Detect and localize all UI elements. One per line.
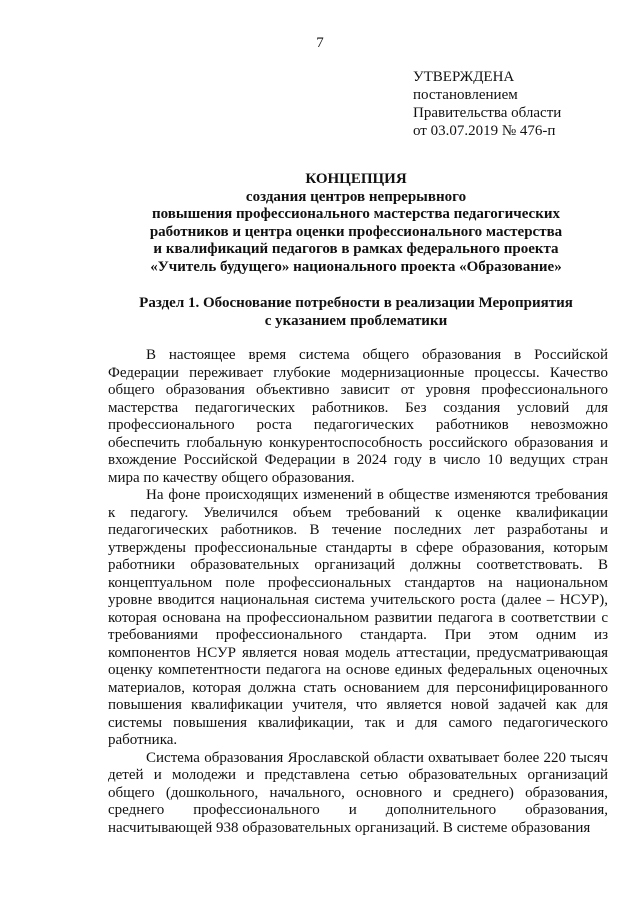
approval-line: от 03.07.2019 № 476-п [413, 123, 556, 139]
paragraph: Система образования Ярославской области охватывает более 220 тысяч детей и молодежи и представлена сетью образовательных организаций общего (дошкольного, начального, основного и среднего) образования, среднего профессионального и дополнительного образования, насчитывающей 938 образовательных организаций. В системе образования [108, 749, 608, 836]
approval-line: Правительства области [413, 105, 562, 121]
section-heading-line: Раздел 1. Обоснование потребности в реализации Мероприятия [139, 295, 573, 311]
body-text [108, 347, 608, 837]
page-number: 7 [316, 35, 324, 51]
document-title [128, 171, 584, 276]
section-heading [128, 294, 584, 330]
approval-line: постановлением [413, 87, 518, 103]
section-heading-line: с указанием проблематики [264, 313, 448, 329]
paragraph: В настоящее время система общего образования в Российской Федерации переживает глубокие модернизационные процессы. Качество общего образования объективно зависит от уровня профессионального мастерства педагогических работников. Без создания условий для профессионального роста педагогических работников невозможно обеспечить глобальную конкурентоспособность российского образования и вхождение Российской Федерации в 2024 году в число 10 ведущих стран мира по качеству общего образования. [108, 347, 608, 486]
approval-stamp [413, 68, 561, 140]
approval-line: УТВЕРЖДЕНА [413, 69, 515, 85]
title-line: работников и центра оценки профессионального мастерства [149, 223, 563, 240]
title-heading: КОНЦЕПЦИЯ [305, 171, 407, 187]
title-line: «Учитель будущего» национального проекта «Образование» [150, 258, 562, 275]
title-line: повышения профессионального мастерства педагогических [151, 206, 560, 222]
paragraph: На фоне происходящих изменений в обществе изменяются требования к педагогу. Увеличился объем требований к оценке квалификации педагогических работников. В течение последних лет разработаны и утверждены профессиональные стандарты в сфере образования, которым работники образовательных организаций должны соответствовать. В концептуальном поле профессиональных стандартов на национальном уровне вводится национальная система учительского роста (далее – НСУР), которая основана на профессиональном развитии педагога в соответствии с требованиями профессионального стандарта. При этом одним из компонентов НСУР является новая модель аттестации, предусматривающая оценку компетентности педагога на основе единых федеральных оценочных материалов, которая должна стать основанием для персонифицированного повышения квалификации учителя, что является новой задачей как для системы повышения квалификации, так и для самого педагогического работника. [108, 487, 608, 748]
title-line: создания центров непрерывного [245, 188, 467, 205]
title-line: и квалификаций педагогов в рамках федерального проекта [153, 241, 559, 257]
